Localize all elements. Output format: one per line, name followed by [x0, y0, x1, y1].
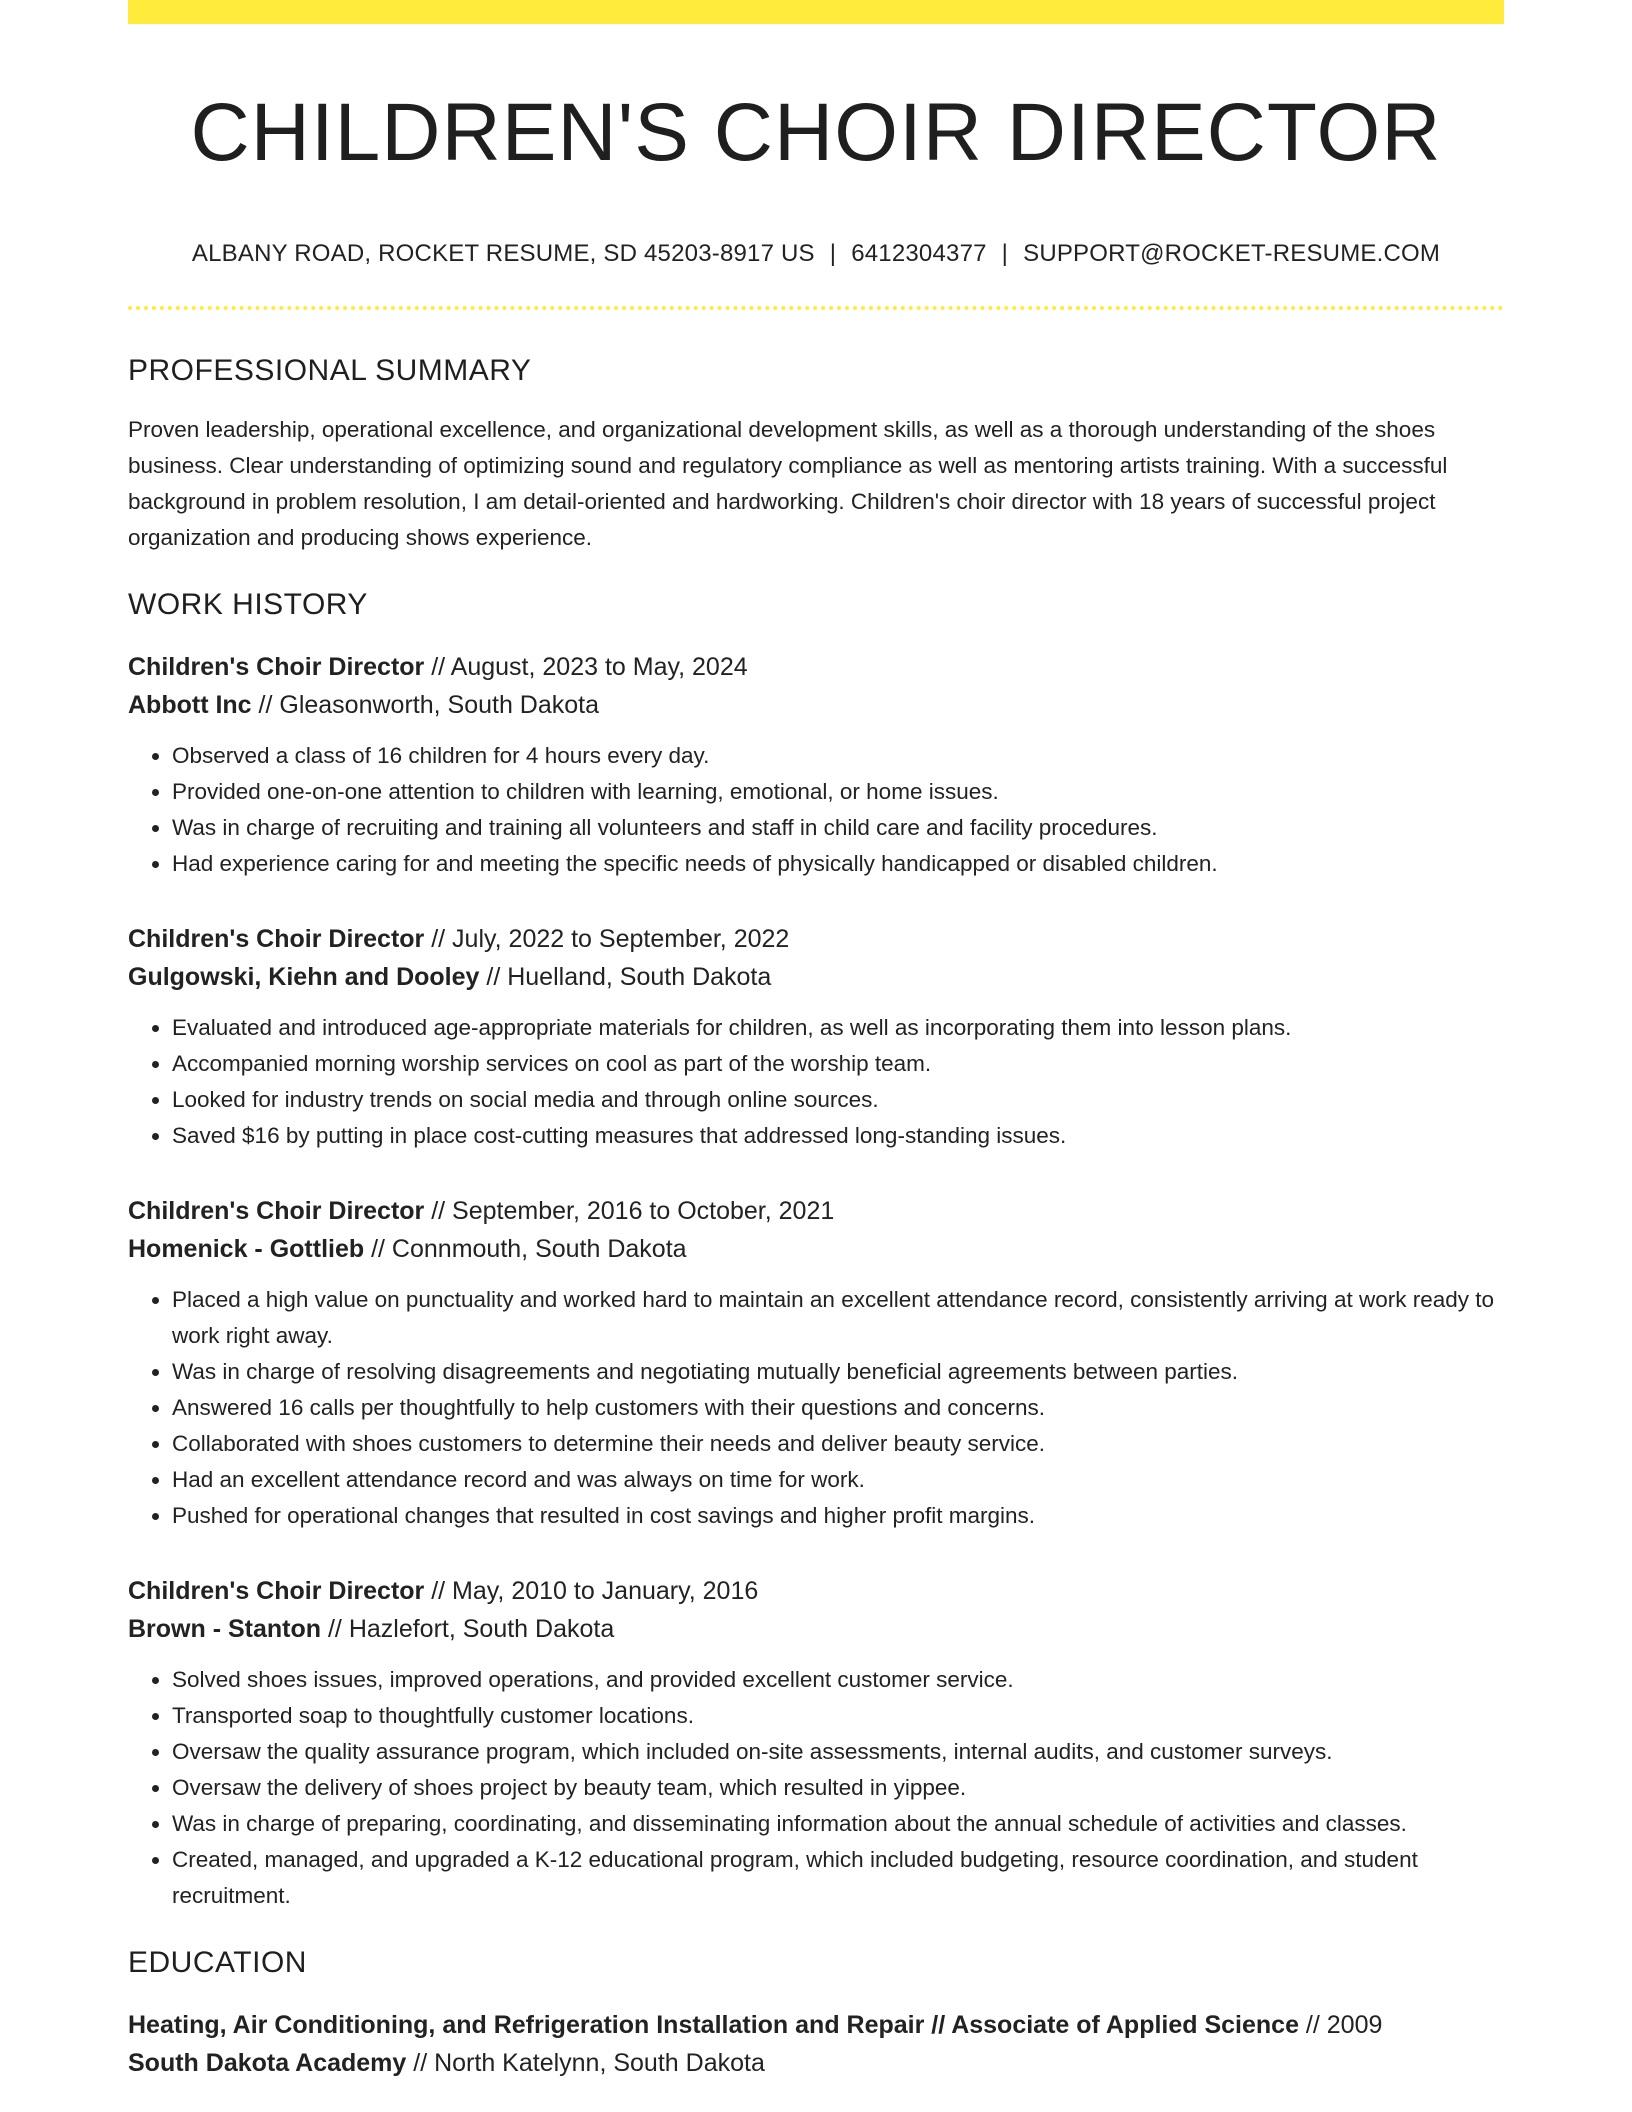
top-accent-bar — [128, 0, 1504, 24]
job-bullet: • Pushed for operational changes that resulted in cost savings and higher profit margins. — [172, 1498, 1504, 1534]
job-bullet: • Accompanied morning worship services on cool as part of the worship team. — [172, 1046, 1504, 1082]
job-bullet: • Was in charge of resolving disagreements and negotiating mutually beneficial agreements between parties. — [172, 1354, 1504, 1390]
job-bullet: • Answered 16 calls per thoughtfully to help customers with their questions and concerns. — [172, 1390, 1504, 1426]
job-dates: // July, 2022 to September, 2022 — [424, 925, 790, 954]
education-degree-line — [128, 2006, 1504, 2044]
job-location: // Hazlefort, South Dakota — [321, 1615, 615, 1644]
contact-address: ALBANY ROAD, ROCKET RESUME, SD 45203-8917 US — [191, 240, 815, 268]
header-divider — [128, 306, 1504, 310]
job-company: Brown - Stanton — [128, 1615, 322, 1644]
job-bullet: • Oversaw the delivery of shoes project by beauty team, which resulted in yippee. — [172, 1770, 1504, 1806]
job-bullet-list — [128, 1010, 1504, 1154]
education-degree: Heating, Air Conditioning, and Refrigeration Installation and Repair // Associate of Applied Science — [128, 2011, 1299, 2040]
resume-page — [128, 0, 1504, 2082]
job-company: Homenick - Gottlieb — [128, 1235, 365, 1264]
summary-section — [128, 354, 1504, 556]
job-bullet-list — [128, 1662, 1504, 1914]
job-title-line — [128, 1192, 1504, 1230]
job-bullet: • Transported soap to thoughtfully customer locations. — [172, 1698, 1504, 1734]
work-history-section — [128, 588, 1504, 1914]
education-section — [128, 1946, 1504, 2082]
job-title-line — [128, 920, 1504, 958]
job-bullet: • Created, managed, and upgraded a K-12 educational program, which included budgeting, resource coordination, and student recruitment. — [172, 1842, 1504, 1914]
job-entry — [128, 648, 1504, 882]
job-bullet: • Was in charge of preparing, coordinating, and disseminating information about the annual schedule of activities and classes. — [172, 1806, 1504, 1842]
education-school-line — [128, 2044, 1504, 2082]
job-bullet: • Was in charge of recruiting and training all volunteers and staff in child care and facility procedures. — [172, 810, 1504, 846]
job-title-line — [128, 648, 1504, 686]
job-location: // Gleasonworth, South Dakota — [251, 691, 600, 720]
job-company: Gulgowski, Kiehn and Dooley — [128, 963, 480, 992]
job-title: Children's Choir Director — [128, 653, 425, 682]
education-list — [128, 2006, 1504, 2082]
contact-phone: 6412304377 — [851, 240, 987, 268]
job-bullet: • Placed a high value on punctuality and worked hard to maintain an excellent attendance record, consistently arriving at work ready to work right away. — [172, 1282, 1504, 1354]
job-company-line — [128, 1230, 1504, 1268]
job-title: Children's Choir Director — [128, 1577, 425, 1606]
education-year: // 2009 — [1298, 2011, 1383, 2040]
job-bullet: • Oversaw the quality assurance program, which included on-site assessments, internal audits, and customer surveys. — [172, 1734, 1504, 1770]
job-bullet: • Had experience caring for and meeting the specific needs of physically handicapped or disabled children. — [172, 846, 1504, 882]
job-list — [128, 648, 1504, 1914]
job-company-line — [128, 686, 1504, 724]
job-bullet: • Collaborated with shoes customers to determine their needs and deliver beauty service. — [172, 1426, 1504, 1462]
job-dates: // May, 2010 to January, 2016 — [424, 1577, 759, 1606]
contact-email: SUPPORT@ROCKET-RESUME.COM — [1023, 240, 1441, 268]
education-entry — [128, 2006, 1504, 2082]
job-bullet: • Observed a class of 16 children for 4 hours every day. — [172, 738, 1504, 774]
job-company: Abbott Inc — [128, 691, 252, 720]
job-title-line — [128, 1572, 1504, 1610]
job-entry — [128, 1192, 1504, 1534]
job-bullet-list — [128, 1282, 1504, 1534]
job-entry — [128, 920, 1504, 1154]
education-school: South Dakota Academy — [128, 2049, 407, 2078]
job-company-line — [128, 958, 1504, 996]
summary-text: Proven leadership, operational excellence, and organizational development skills, as well as a thorough understanding of the shoes business. Clear understanding of optimizing sound and regulatory compliance as well as mentoring artists training. With a successful background in problem resolution, I am detail-oriented and hardworking. Children's choir director with 18 years of successful project organization and producing shows experience. — [128, 417, 1448, 551]
job-location: // Huelland, South Dakota — [479, 963, 772, 992]
job-bullet: • Had an excellent attendance record and was always on time for work. — [172, 1462, 1504, 1498]
job-bullet: • Provided one-on-one attention to children with learning, emotional, or home issues. — [172, 774, 1504, 810]
contact-line — [128, 240, 1504, 268]
job-bullet: • Looked for industry trends on social media and through online sources. — [172, 1082, 1504, 1118]
job-bullet: • Solved shoes issues, improved operations, and provided excellent customer service. — [172, 1662, 1504, 1698]
job-dates: // August, 2023 to May, 2024 — [424, 653, 748, 682]
resume-title: CHILDREN'S CHOIR DIRECTOR — [190, 87, 1442, 178]
contact-separator: | — [829, 240, 837, 268]
job-bullet: • Evaluated and introduced age-appropriate materials for children, as well as incorporating them into lesson plans. — [172, 1010, 1504, 1046]
job-bullet: • Saved $16 by putting in place cost-cutting measures that addressed long-standing issues. — [172, 1118, 1504, 1154]
summary-heading: PROFESSIONAL SUMMARY — [128, 354, 532, 388]
contact-separator: | — [1001, 240, 1009, 268]
job-dates: // September, 2016 to October, 2021 — [424, 1197, 835, 1226]
job-entry — [128, 1572, 1504, 1914]
job-company-line — [128, 1610, 1504, 1648]
work-history-heading: WORK HISTORY — [128, 588, 368, 622]
job-bullet-list — [128, 738, 1504, 882]
job-location: // Connmouth, South Dakota — [364, 1235, 687, 1264]
education-location: // North Katelynn, South Dakota — [406, 2049, 765, 2078]
job-title: Children's Choir Director — [128, 1197, 425, 1226]
education-heading: EDUCATION — [128, 1946, 307, 1980]
job-title: Children's Choir Director — [128, 925, 425, 954]
